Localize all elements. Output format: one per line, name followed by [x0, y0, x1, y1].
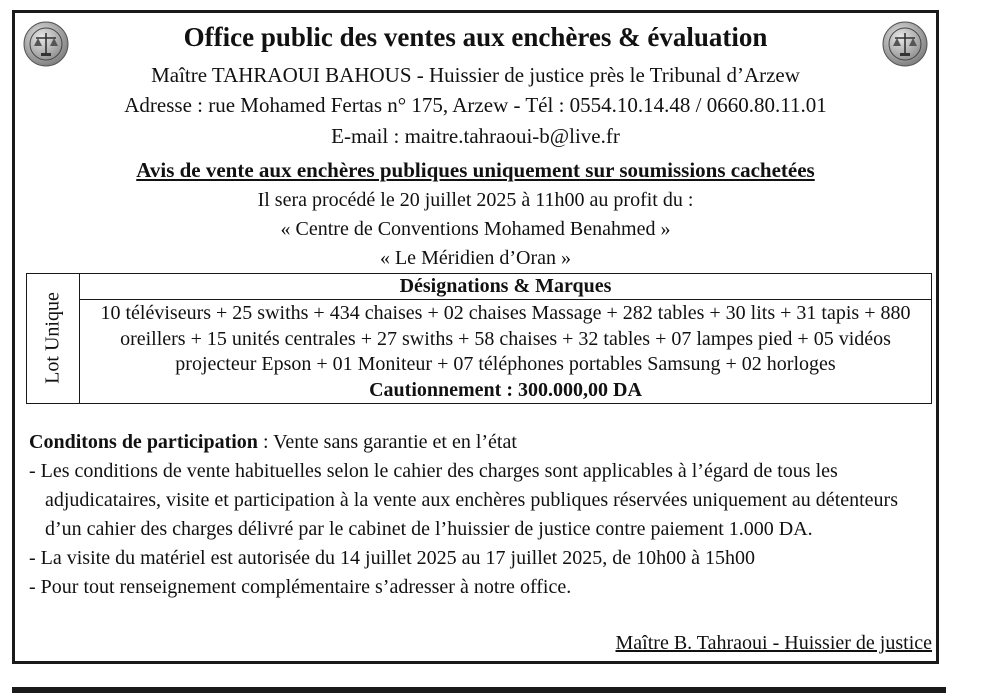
intro-date: Il sera procédé le 20 juillet 2025 à 11h00 au profit du :	[257, 189, 694, 211]
signature: Maître B. Tahraoui - Huissier de justice	[615, 632, 932, 654]
conditions-heading: Conditons de participation	[29, 431, 258, 453]
notice-title: Avis de vente aux enchères publiques uniquement sur soumissions cachetées	[136, 158, 815, 182]
condition-item: - Les conditions de vente habituelles selon le cahier des charges sont applicables à l’égard de tous les adjudicataires, visite et participation à la vente aux enchères publiques réservées uniquement au détenteurs d’un cahier des charges délivré par le cabinet de l’huissier de justice contre paiement 1.000 DA.	[29, 460, 898, 540]
email-line: E-mail : maitre.tahraoui-b@live.fr	[331, 124, 620, 148]
designations-heading: Désignations & Marques	[80, 274, 932, 300]
intro-venue: « Le Méridien d’Oran »	[379, 247, 572, 269]
conditions-heading-line	[29, 428, 922, 457]
deposit-amount: Cautionnement : 300.000,00 DA	[80, 378, 932, 404]
lot-items: 10 téléviseurs + 25 swiths + 434 chaises + 02 chaises Massage + 282 tables + 30 lits + 31 tapis + 880 oreillers + 15 unités centrales + 27 swiths + 58 chaises + 32 tables + 07 lampes pied + 05 vidéos projecteur Epson + 01 Moniteur + 07 téléphones portables Samsung + 02 horloges	[80, 300, 932, 378]
condition-item: - La visite du matériel est autorisée du 14 juillet 2025 au 17 juillet 2025, de 10h00 à 15h00	[29, 547, 755, 569]
bailiff-line: Maître TAHRAOUI BAHOUS - Huissier de justice près le Tribunal d’Arzew	[151, 63, 800, 87]
lot-label: Lot Unique	[41, 292, 64, 385]
condition-item: - Pour tout renseignement complémentaire s’adresser à notre office.	[29, 576, 572, 598]
intro-beneficiary: « Centre de Conventions Mohamed Benahmed »	[280, 218, 671, 240]
lot-table	[26, 273, 932, 404]
conditions-summary: : Vente sans garantie et en l’état	[257, 431, 517, 453]
address-line: Adresse : rue Mohamed Fertas n° 175, Arzew - Tél : 0554.10.14.48 / 0660.80.11.01	[124, 93, 827, 117]
bottom-rule	[12, 687, 946, 693]
conditions-section	[29, 428, 922, 602]
lot-label-cell	[27, 274, 80, 404]
office-title: Office public des ventes aux enchères & évaluation	[183, 22, 768, 52]
notice-frame	[12, 10, 939, 664]
